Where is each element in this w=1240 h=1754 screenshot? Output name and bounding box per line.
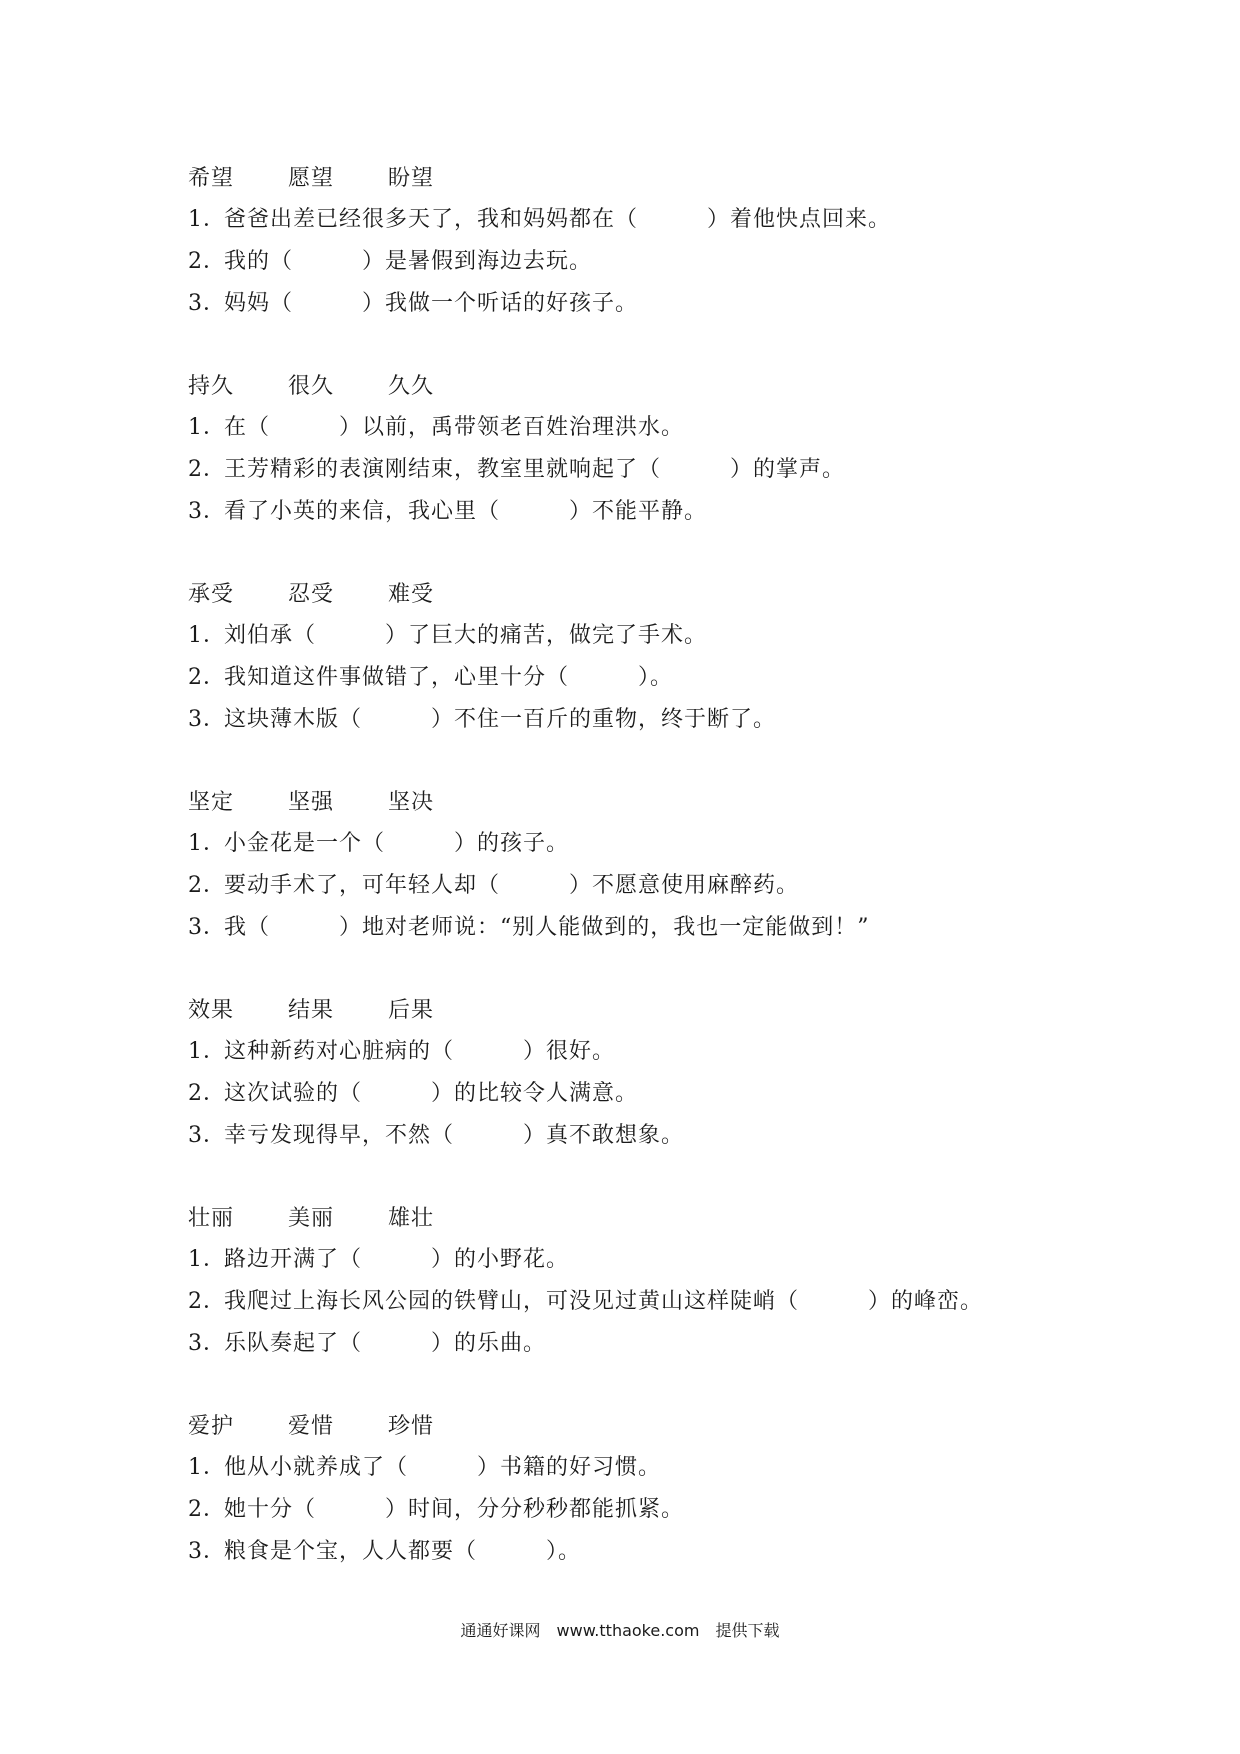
word-options (188, 364, 1088, 404)
word-option: 结果 (288, 997, 335, 1023)
sentence-text: 这种新药对心脏病的（ ）很好。 (224, 1038, 616, 1064)
sentence-item (188, 1486, 1088, 1528)
sentence-text: 幸亏发现得早，不然（ ）真不敢想象。 (224, 1122, 685, 1148)
item-number: 1． (188, 830, 226, 856)
word-option: 承受 (188, 581, 235, 607)
sentence-item (188, 404, 1088, 446)
word-group-1 (188, 156, 1088, 322)
item-number: 1． (188, 1454, 226, 1480)
item-number: 1． (188, 206, 226, 232)
word-option: 愿望 (288, 165, 335, 191)
footer-credit: 通通好课网 www.tthaoke.com 提供下载 (460, 1621, 780, 1640)
sentence-text: 看了小英的来信，我心里（ ）不能平静。 (224, 498, 708, 524)
sentence-item (188, 1070, 1088, 1112)
item-number: 2． (188, 664, 226, 690)
sentence-item (188, 904, 1088, 946)
sentence-item (188, 238, 1088, 280)
sentence-text: 这块薄木版（ ）不住一百斤的重物，终于断了。 (224, 706, 777, 732)
word-option: 坚强 (288, 789, 335, 815)
sentence-item (188, 1236, 1088, 1278)
item-number: 3． (188, 706, 226, 732)
item-number: 1． (188, 622, 226, 648)
sentence-item (188, 696, 1088, 738)
item-number: 2． (188, 248, 226, 274)
sentence-text: 在（ ）以前，禹带领老百姓治理洪水。 (224, 414, 685, 440)
sentence-text: 我爬过上海长风公园的铁臂山，可没见过黄山这样陡峭（ ）的峰峦。 (224, 1288, 984, 1314)
word-option: 坚决 (388, 789, 435, 815)
word-option: 雄壮 (388, 1205, 435, 1231)
sentence-item (188, 862, 1088, 904)
word-options (188, 780, 1088, 820)
sentence-item (188, 280, 1088, 322)
word-option: 很久 (288, 373, 335, 399)
word-option: 忍受 (288, 581, 335, 607)
word-group-5 (188, 988, 1088, 1154)
sentence-item (188, 196, 1088, 238)
item-number: 1． (188, 414, 226, 440)
item-number: 2． (188, 1288, 226, 1314)
sentence-text: 妈妈（ ）我做一个听话的好孩子。 (224, 290, 639, 316)
item-number: 3． (188, 914, 226, 940)
word-option: 难受 (388, 581, 435, 607)
item-number: 2． (188, 872, 226, 898)
word-option: 后果 (388, 997, 435, 1023)
sentence-item (188, 1278, 1088, 1320)
word-option: 盼望 (388, 165, 435, 191)
word-options (188, 988, 1088, 1028)
sentence-text: 刘伯承（ ）了巨大的痛苦，做完了手术。 (224, 622, 708, 648)
word-options (188, 156, 1088, 196)
sentence-text: 我（ ）地对老师说：“别人能做到的，我也一定能做到！” (224, 914, 870, 940)
sentence-text: 这次试验的（ ）的比较令人满意。 (224, 1080, 639, 1106)
sentence-text: 要动手术了，可年轻人却（ ）不愿意使用麻醉药。 (224, 872, 800, 898)
item-number: 2． (188, 1080, 226, 1106)
item-number: 3． (188, 1122, 226, 1148)
sentence-item (188, 612, 1088, 654)
word-option: 持久 (188, 373, 235, 399)
sentence-text: 王芳精彩的表演刚结束，教室里就响起了（ ）的掌声。 (224, 456, 846, 482)
sentence-text: 她十分（ ）时间，分分秒秒都能抓紧。 (224, 1496, 685, 1522)
item-number: 3． (188, 290, 226, 316)
sentence-text: 乐队奏起了（ ）的乐曲。 (224, 1330, 547, 1356)
item-number: 1． (188, 1038, 226, 1064)
sentence-item (188, 1444, 1088, 1486)
sentence-item (188, 654, 1088, 696)
word-group-3 (188, 572, 1088, 738)
word-group-6 (188, 1196, 1088, 1362)
sentence-text: 路边开满了（ ）的小野花。 (224, 1246, 570, 1272)
item-number: 1． (188, 1246, 226, 1272)
item-number: 2． (188, 1496, 226, 1522)
word-group-2 (188, 364, 1088, 530)
word-group-7 (188, 1404, 1088, 1570)
item-number: 2． (188, 456, 226, 482)
item-number: 3． (188, 1330, 226, 1356)
sentence-item (188, 1528, 1088, 1570)
word-option: 珍惜 (388, 1413, 435, 1439)
word-options (188, 1404, 1088, 1444)
word-option: 爱惜 (288, 1413, 335, 1439)
word-option: 希望 (188, 165, 235, 191)
word-group-4 (188, 780, 1088, 946)
sentence-text: 爸爸出差已经很多天了，我和妈妈都在（ ）着他快点回来。 (224, 206, 892, 232)
sentence-item (188, 488, 1088, 530)
sentence-text: 小金花是一个（ ）的孩子。 (224, 830, 570, 856)
word-option: 坚定 (188, 789, 235, 815)
sentence-item (188, 820, 1088, 862)
word-option: 爱护 (188, 1413, 235, 1439)
word-option: 壮丽 (188, 1205, 235, 1231)
sentence-text: 我知道这件事做错了，心里十分（ ）。 (224, 664, 674, 690)
sentence-text: 他从小就养成了（ ）书籍的好习惯。 (224, 1454, 662, 1480)
word-options (188, 572, 1088, 612)
word-options (188, 1196, 1088, 1236)
item-number: 3． (188, 498, 226, 524)
sentence-item (188, 1028, 1088, 1070)
sentence-text: 粮食是个宝，人人都要（ ）。 (224, 1538, 582, 1564)
word-option: 效果 (188, 997, 235, 1023)
sentence-text: 我的（ ）是暑假到海边去玩。 (224, 248, 593, 274)
word-option: 美丽 (288, 1205, 335, 1231)
item-number: 3． (188, 1538, 226, 1564)
sentence-item (188, 1112, 1088, 1154)
sentence-item (188, 446, 1088, 488)
sentence-item (188, 1320, 1088, 1362)
word-option: 久久 (388, 373, 435, 399)
